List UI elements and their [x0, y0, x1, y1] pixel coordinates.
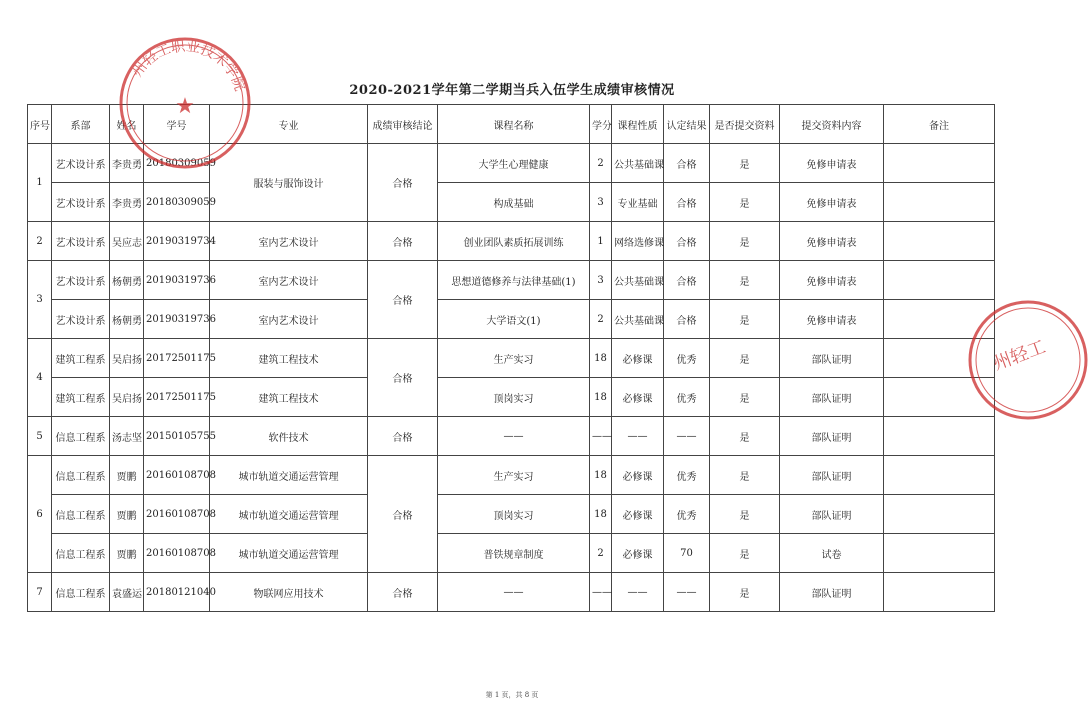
remark-cell: [884, 300, 995, 339]
table-row: [28, 495, 995, 534]
course-name-cell: 顶岗实习: [438, 378, 590, 417]
svg-text:★: ★: [175, 94, 195, 119]
course-type-cell: 专业基础: [612, 183, 664, 222]
student-id-cell: 20180309059: [144, 144, 210, 183]
header-cell: 姓名: [110, 105, 144, 144]
major-cell: 建筑工程技术: [210, 378, 368, 417]
table-row: [28, 573, 995, 612]
course-name-cell: 大学语文(1): [438, 300, 590, 339]
course-type-cell: ——: [612, 417, 664, 456]
course-type-cell: 公共基础课: [612, 300, 664, 339]
credit-cell: 1: [590, 222, 612, 261]
department-cell: 信息工程系: [52, 534, 110, 573]
student-name-cell: 吴应志: [110, 222, 144, 261]
course-name-cell: 生产实习: [438, 456, 590, 495]
student-id-cell: 20160108708: [144, 534, 210, 573]
credit-cell: 18: [590, 456, 612, 495]
audit-conclusion-cell: 合格: [368, 417, 438, 456]
credit-cell: ——: [590, 417, 612, 456]
remark-cell: [884, 456, 995, 495]
table-row: [28, 144, 995, 183]
student-name-cell: 吴启扬: [110, 339, 144, 378]
major-cell: 建筑工程技术: [210, 339, 368, 378]
student-id-cell: 20190319734: [144, 222, 210, 261]
result-cell: 合格: [664, 261, 710, 300]
result-cell: ——: [664, 573, 710, 612]
course-name-cell: ——: [438, 417, 590, 456]
result-cell: 优秀: [664, 456, 710, 495]
course-type-cell: 必修课: [612, 534, 664, 573]
material-content-cell: 试卷: [780, 534, 884, 573]
department-cell: 信息工程系: [52, 456, 110, 495]
course-name-cell: 顶岗实习: [438, 495, 590, 534]
credit-cell: 2: [590, 534, 612, 573]
material-content-cell: 部队证明: [780, 495, 884, 534]
result-cell: 合格: [664, 300, 710, 339]
department-cell: 建筑工程系: [52, 378, 110, 417]
table-row: [28, 378, 995, 417]
credit-cell: 3: [590, 261, 612, 300]
document-title: 2020-2021学年第二学期当兵入伍学生成绩审核情况: [349, 83, 675, 98]
course-name-cell: 构成基础: [438, 183, 590, 222]
student-id-cell: 20150105755: [144, 417, 210, 456]
course-type-cell: 必修课: [612, 495, 664, 534]
header-cell: 学号: [144, 105, 210, 144]
student-name-cell: 杨朝勇: [110, 300, 144, 339]
student-id-cell: 20180309059: [144, 183, 210, 222]
course-type-cell: ——: [612, 573, 664, 612]
table-row: [28, 339, 995, 378]
table-row: [28, 300, 995, 339]
department-cell: 信息工程系: [52, 573, 110, 612]
remark-cell: [884, 495, 995, 534]
result-cell: 优秀: [664, 378, 710, 417]
submitted-cell: 是: [710, 222, 780, 261]
result-cell: 70: [664, 534, 710, 573]
student-name-cell: 李贵勇: [110, 183, 144, 222]
course-type-cell: 必修课: [612, 456, 664, 495]
submitted-cell: 是: [710, 417, 780, 456]
major-cell: 物联网应用技术: [210, 573, 368, 612]
remark-cell: [884, 534, 995, 573]
header-cell: 认定结果: [664, 105, 710, 144]
student-name-cell: 李贵勇: [110, 144, 144, 183]
submitted-cell: 是: [710, 495, 780, 534]
page-footer: 第 1 页，共 8 页: [485, 691, 539, 699]
svg-text:州轻工: 州轻工: [990, 336, 1049, 375]
student-id-cell: 20180121040: [144, 573, 210, 612]
credit-cell: 2: [590, 300, 612, 339]
credit-cell: 2: [590, 144, 612, 183]
submitted-cell: 是: [710, 183, 780, 222]
student-name-cell: 汤志坚: [110, 417, 144, 456]
course-type-cell: 必修课: [612, 378, 664, 417]
credit-cell: 3: [590, 183, 612, 222]
credit-cell: 18: [590, 339, 612, 378]
row-number: 6: [28, 456, 52, 573]
credit-cell: ——: [590, 573, 612, 612]
student-name-cell: 贾鹏: [110, 534, 144, 573]
result-cell: ——: [664, 417, 710, 456]
result-cell: 优秀: [664, 495, 710, 534]
submitted-cell: 是: [710, 261, 780, 300]
row-number: 2: [28, 222, 52, 261]
remark-cell: [884, 222, 995, 261]
table-row: [28, 183, 995, 222]
submitted-cell: 是: [710, 339, 780, 378]
submitted-cell: 是: [710, 456, 780, 495]
table-body: [28, 144, 995, 612]
department-cell: 信息工程系: [52, 495, 110, 534]
major-cell: 城市轨道交通运营管理: [210, 534, 368, 573]
remark-cell: [884, 183, 995, 222]
student-name-cell: 贾鹏: [110, 456, 144, 495]
major-cell: 室内艺术设计: [210, 261, 368, 300]
audit-table: [27, 104, 995, 612]
student-id-cell: 20160108708: [144, 456, 210, 495]
material-content-cell: 部队证明: [780, 378, 884, 417]
course-name-cell: 创业团队素质拓展训练: [438, 222, 590, 261]
header-cell: 序号: [28, 105, 52, 144]
course-name-cell: 生产实习: [438, 339, 590, 378]
row-number: 5: [28, 417, 52, 456]
audit-conclusion-cell: 合格: [368, 456, 438, 573]
row-number: 1: [28, 144, 52, 222]
audit-conclusion-cell: 合格: [368, 222, 438, 261]
submitted-cell: 是: [710, 300, 780, 339]
material-content-cell: 免修申请表: [780, 183, 884, 222]
row-number: 4: [28, 339, 52, 417]
student-id-cell: 20190319736: [144, 300, 210, 339]
department-cell: 艺术设计系: [52, 183, 110, 222]
course-type-cell: 公共基础课: [612, 261, 664, 300]
remark-cell: [884, 261, 995, 300]
course-name-cell: 普铁规章制度: [438, 534, 590, 573]
remark-cell: [884, 417, 995, 456]
student-id-cell: 20172501175: [144, 339, 210, 378]
header-cell: 提交资料内容: [780, 105, 884, 144]
header-cell: 课程名称: [438, 105, 590, 144]
credit-cell: 18: [590, 495, 612, 534]
header-cell: 是否提交资料: [710, 105, 780, 144]
audit-conclusion-cell: 合格: [368, 144, 438, 222]
submitted-cell: 是: [710, 144, 780, 183]
department-cell: 建筑工程系: [52, 339, 110, 378]
svg-text:州轻工职业技术学院: 州轻工职业技术学院: [129, 38, 248, 94]
row-number: 3: [28, 261, 52, 339]
table-row: [28, 456, 995, 495]
audit-conclusion-cell: 合格: [368, 339, 438, 417]
course-type-cell: 必修课: [612, 339, 664, 378]
table-row: [28, 534, 995, 573]
student-name-cell: 杨朝勇: [110, 261, 144, 300]
student-name-cell: 贾鹏: [110, 495, 144, 534]
course-name-cell: 大学生心理健康: [438, 144, 590, 183]
remark-cell: [884, 378, 995, 417]
audit-conclusion-cell: 合格: [368, 261, 438, 339]
material-content-cell: 部队证明: [780, 417, 884, 456]
material-content-cell: 免修申请表: [780, 261, 884, 300]
course-name-cell: 思想道德修养与法律基础(1): [438, 261, 590, 300]
header-cell: 课程性质: [612, 105, 664, 144]
course-type-cell: 网络选修课: [612, 222, 664, 261]
credit-cell: 18: [590, 378, 612, 417]
audit-conclusion-cell: 合格: [368, 573, 438, 612]
result-cell: 合格: [664, 144, 710, 183]
department-cell: 艺术设计系: [52, 222, 110, 261]
student-id-cell: 20160108708: [144, 495, 210, 534]
material-content-cell: 部队证明: [780, 339, 884, 378]
remark-cell: [884, 573, 995, 612]
header-cell: 成绩审核结论: [368, 105, 438, 144]
material-content-cell: 免修申请表: [780, 300, 884, 339]
student-name-cell: 袁盛运: [110, 573, 144, 612]
student-id-cell: 20172501175: [144, 378, 210, 417]
department-cell: 艺术设计系: [52, 144, 110, 183]
header-cell: 学分: [590, 105, 612, 144]
major-cell: 软件技术: [210, 417, 368, 456]
header-cell: 备注: [884, 105, 995, 144]
row-number: 7: [28, 573, 52, 612]
material-content-cell: 免修申请表: [780, 222, 884, 261]
table-row: [28, 261, 995, 300]
student-name-cell: 吴启扬: [110, 378, 144, 417]
department-cell: 信息工程系: [52, 417, 110, 456]
course-name-cell: ——: [438, 573, 590, 612]
major-cell: 城市轨道交通运营管理: [210, 456, 368, 495]
result-cell: 合格: [664, 183, 710, 222]
table-row: [28, 417, 995, 456]
major-cell: 服装与服饰设计: [210, 144, 368, 222]
remark-cell: [884, 339, 995, 378]
department-cell: 艺术设计系: [52, 261, 110, 300]
remark-cell: [884, 144, 995, 183]
submitted-cell: 是: [710, 573, 780, 612]
result-cell: 优秀: [664, 339, 710, 378]
submitted-cell: 是: [710, 378, 780, 417]
major-cell: 城市轨道交通运营管理: [210, 495, 368, 534]
table-header-row: [28, 105, 995, 144]
department-cell: 艺术设计系: [52, 300, 110, 339]
student-id-cell: 20190319736: [144, 261, 210, 300]
result-cell: 合格: [664, 222, 710, 261]
submitted-cell: 是: [710, 534, 780, 573]
course-type-cell: 公共基础课: [612, 144, 664, 183]
header-cell: 系部: [52, 105, 110, 144]
major-cell: 室内艺术设计: [210, 300, 368, 339]
material-content-cell: 部队证明: [780, 573, 884, 612]
table-row: [28, 222, 995, 261]
major-cell: 室内艺术设计: [210, 222, 368, 261]
material-content-cell: 部队证明: [780, 456, 884, 495]
material-content-cell: 免修申请表: [780, 144, 884, 183]
header-cell: 专业: [210, 105, 368, 144]
